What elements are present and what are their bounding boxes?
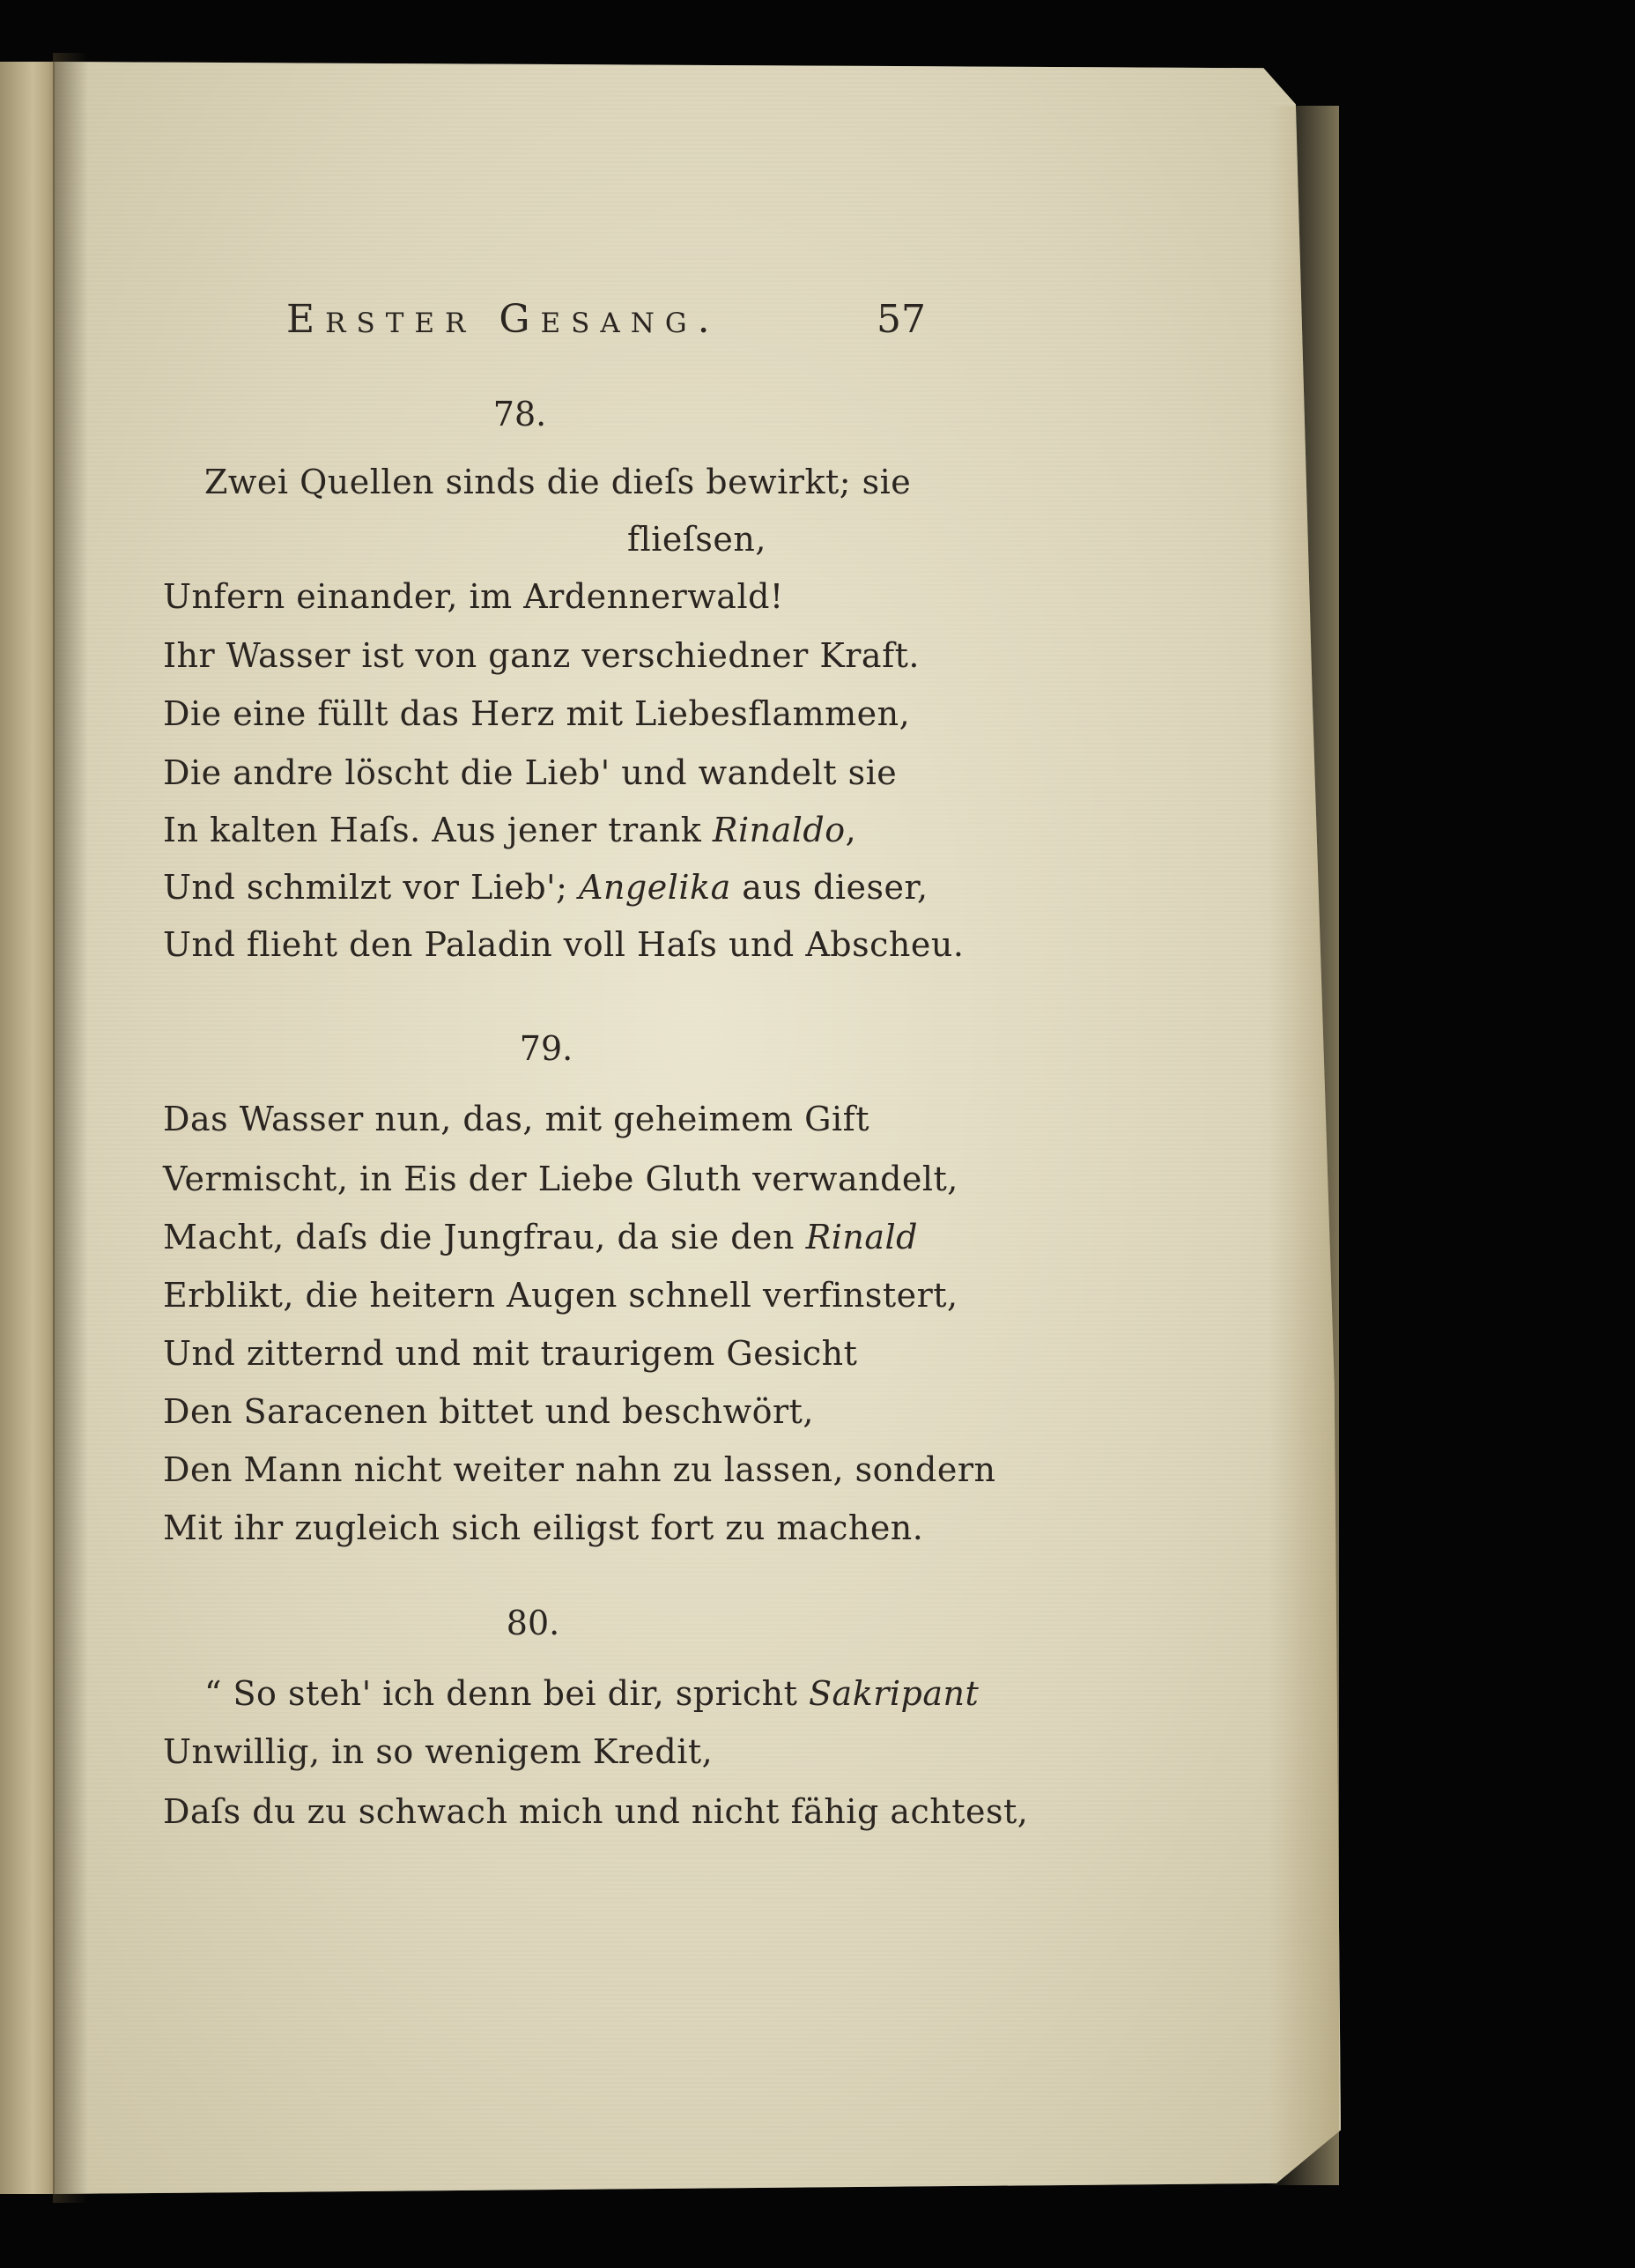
gutter-shadow [53, 53, 88, 2203]
verse-line: Ihr Wasser ist von ganz verschiedner Kraft. [163, 636, 921, 675]
verse-line: Die andre löscht die Lieb' und wandelt sie [163, 753, 898, 792]
verse-line: Daſs du zu schwach mich und nicht fähig achtest, [163, 1792, 1029, 1831]
page-edge-wear [1269, 106, 1339, 2185]
verse-line: Das Wasser nun, das, mit geheimem Gift [163, 1100, 870, 1138]
stanza-number: 78. [492, 395, 547, 434]
verse-line: Vermischt, in Eis der Liebe Gluth verwandelt, [163, 1160, 958, 1198]
verse-line: Mit ihr zugleich sich eiligst fort zu machen. [163, 1508, 924, 1547]
verse-line: “ So steh' ich denn bei dir, spricht Sakripant [204, 1674, 980, 1713]
stanza-number: 79. [519, 1029, 573, 1068]
verse-line: Unfern einander, im Ardennerwald! [163, 577, 784, 616]
verse-line: Und schmilzt vor Lieb'; Angelika aus dieser, [163, 868, 928, 907]
verse-line: In kalten Haſs. Aus jener trank Rinaldo, [163, 811, 857, 849]
verse-line: Zwei Quellen sinds die dieſs bewirkt; sie [204, 463, 912, 501]
verse-line: Erblikt, die heitern Augen schnell verfinstert, [163, 1276, 958, 1315]
verse-line: Den Mann nicht weiter nahn zu lassen, sondern [163, 1450, 996, 1489]
stanza-number: 80. [506, 1604, 560, 1642]
verse-line: Den Saracenen bittet und beschwört, [163, 1392, 814, 1431]
verse-line: flieſsen, [627, 520, 766, 559]
page-number: 57 [877, 297, 926, 342]
running-title: Erster Gesang. [286, 297, 721, 342]
verse-line: Und flieht den Paladin voll Haſs und Abscheu. [163, 925, 965, 964]
verse-line: Die eine füllt das Herz mit Liebesflammen, [163, 694, 911, 733]
verse-line: Macht, daſs die Jungfrau, da sie den Rinald [163, 1218, 918, 1256]
verse-line: Unwillig, in so wenigem Kredit, [163, 1732, 714, 1771]
verse-line: Und zitternd und mit traurigem Gesicht [163, 1334, 858, 1373]
